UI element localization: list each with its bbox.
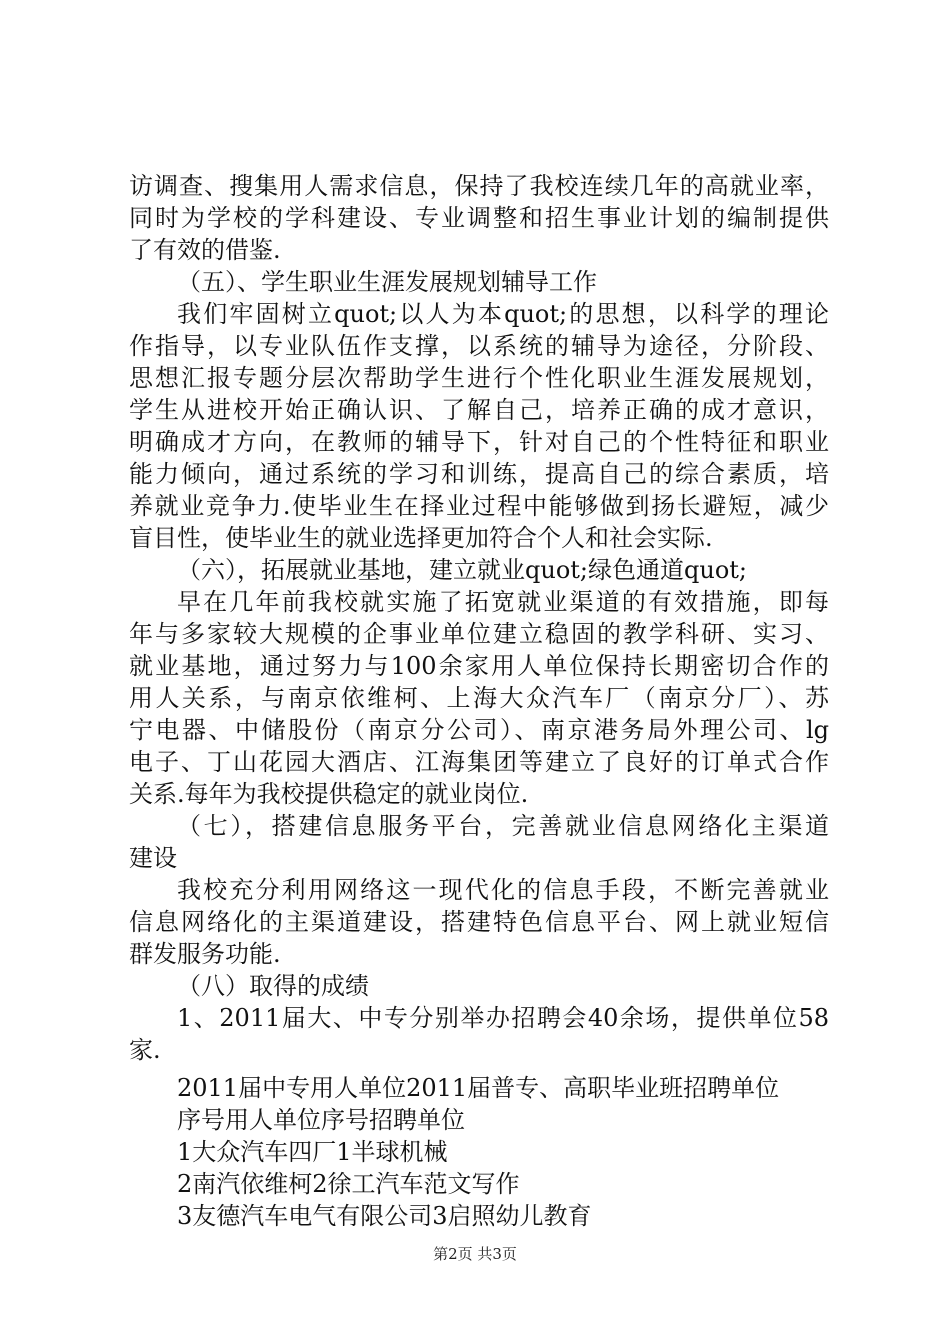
paragraph-line: 学生从进校开始正确认识、了解自己，培养正确的成才意识， (129, 396, 829, 424)
table-row: 2南汽依维柯2徐工汽车范文写作 (177, 1170, 520, 1198)
section-heading-6: （六），拓展就业基地，建立就业quot;绿色通道quot; (177, 556, 747, 584)
paragraph-line: 作指导，以专业队伍作支撑，以系统的辅导为途径，分阶段、 (129, 332, 829, 360)
paragraph-line: 思想汇报专题分层次帮助学生进行个性化职业生涯发展规划， (129, 364, 829, 392)
table-header-line: 2011届中专用人单位2011届普专、高职毕业班招聘单位 (177, 1074, 780, 1102)
paragraph-line: 关系.每年为我校提供稳定的就业岗位. (129, 780, 529, 808)
paragraph-line: 同时为学校的学科建设、专业调整和招生事业计划的编制提供 (129, 204, 829, 232)
paragraph-line: 了有效的借鉴. (129, 236, 281, 264)
paragraph-line: 能力倾向，通过系统的学习和训练，提高自己的综合素质，培 (129, 460, 829, 488)
table-column-headers: 序号用人单位序号招聘单位 (177, 1106, 465, 1134)
employer-table (129, 1072, 829, 1232)
paragraph-line: 盲目性，使毕业生的就业选择更加符合个人和社会实际. (129, 524, 713, 552)
page-footer: 第2页 共3页 (433, 1245, 517, 1263)
table-row: 3友德汽车电气有限公司3启照幼儿教育 (177, 1202, 592, 1230)
paragraph-line: 用人关系，与南京依维柯、上海大众汽车厂（南京分厂）、苏 (129, 684, 829, 712)
document-body (129, 170, 829, 1232)
paragraph-line: 1、2011届大、中专分别举办招聘会40余场，提供单位58 (177, 1004, 829, 1032)
section-heading-5: （五）、学生职业生涯发展规划辅导工作 (177, 268, 597, 296)
section-heading-7-cont: 建设 (129, 844, 177, 872)
paragraph-line: 访调查、搜集用人需求信息，保持了我校连续几年的高就业率， (129, 172, 829, 200)
paragraph-line: 明确成才方向，在教师的辅导下，针对自己的个性特征和职业 (129, 428, 829, 456)
paragraph-line: 年与多家较大规模的企事业单位建立稳固的教学科研、实习、 (129, 620, 829, 648)
paragraph-line: 我校充分利用网络这一现代化的信息手段，不断完善就业 (177, 876, 829, 904)
paragraph-line: 早在几年前我校就实施了拓宽就业渠道的有效措施，即每 (177, 588, 829, 616)
table-row: 1大众汽车四厂1半球机械 (177, 1138, 448, 1166)
paragraph-line: 家. (129, 1036, 161, 1064)
paragraph-line: 宁电器、中储股份（南京分公司）、南京港务局外理公司、lg (129, 716, 829, 744)
paragraph-line: 就业基地，通过努力与100余家用人单位保持长期密切合作的 (129, 652, 829, 680)
paragraph-line: 我们牢固树立quot;以人为本quot;的思想，以科学的理论 (177, 300, 829, 328)
paragraph-line: 电子、丁山花园大酒店、江海集团等建立了良好的订单式合作 (129, 748, 829, 776)
paragraph-line: 信息网络化的主渠道建设，搭建特色信息平台、网上就业短信 (129, 908, 829, 936)
paragraph-line: 群发服务功能. (129, 940, 281, 968)
paragraph-line: 养就业竞争力.使毕业生在择业过程中能够做到扬长避短，减少 (129, 492, 829, 520)
section-heading-7: （七），搭建信息服务平台，完善就业信息网络化主渠道 (177, 812, 829, 840)
section-heading-8: （八）取得的成绩 (177, 972, 369, 1000)
